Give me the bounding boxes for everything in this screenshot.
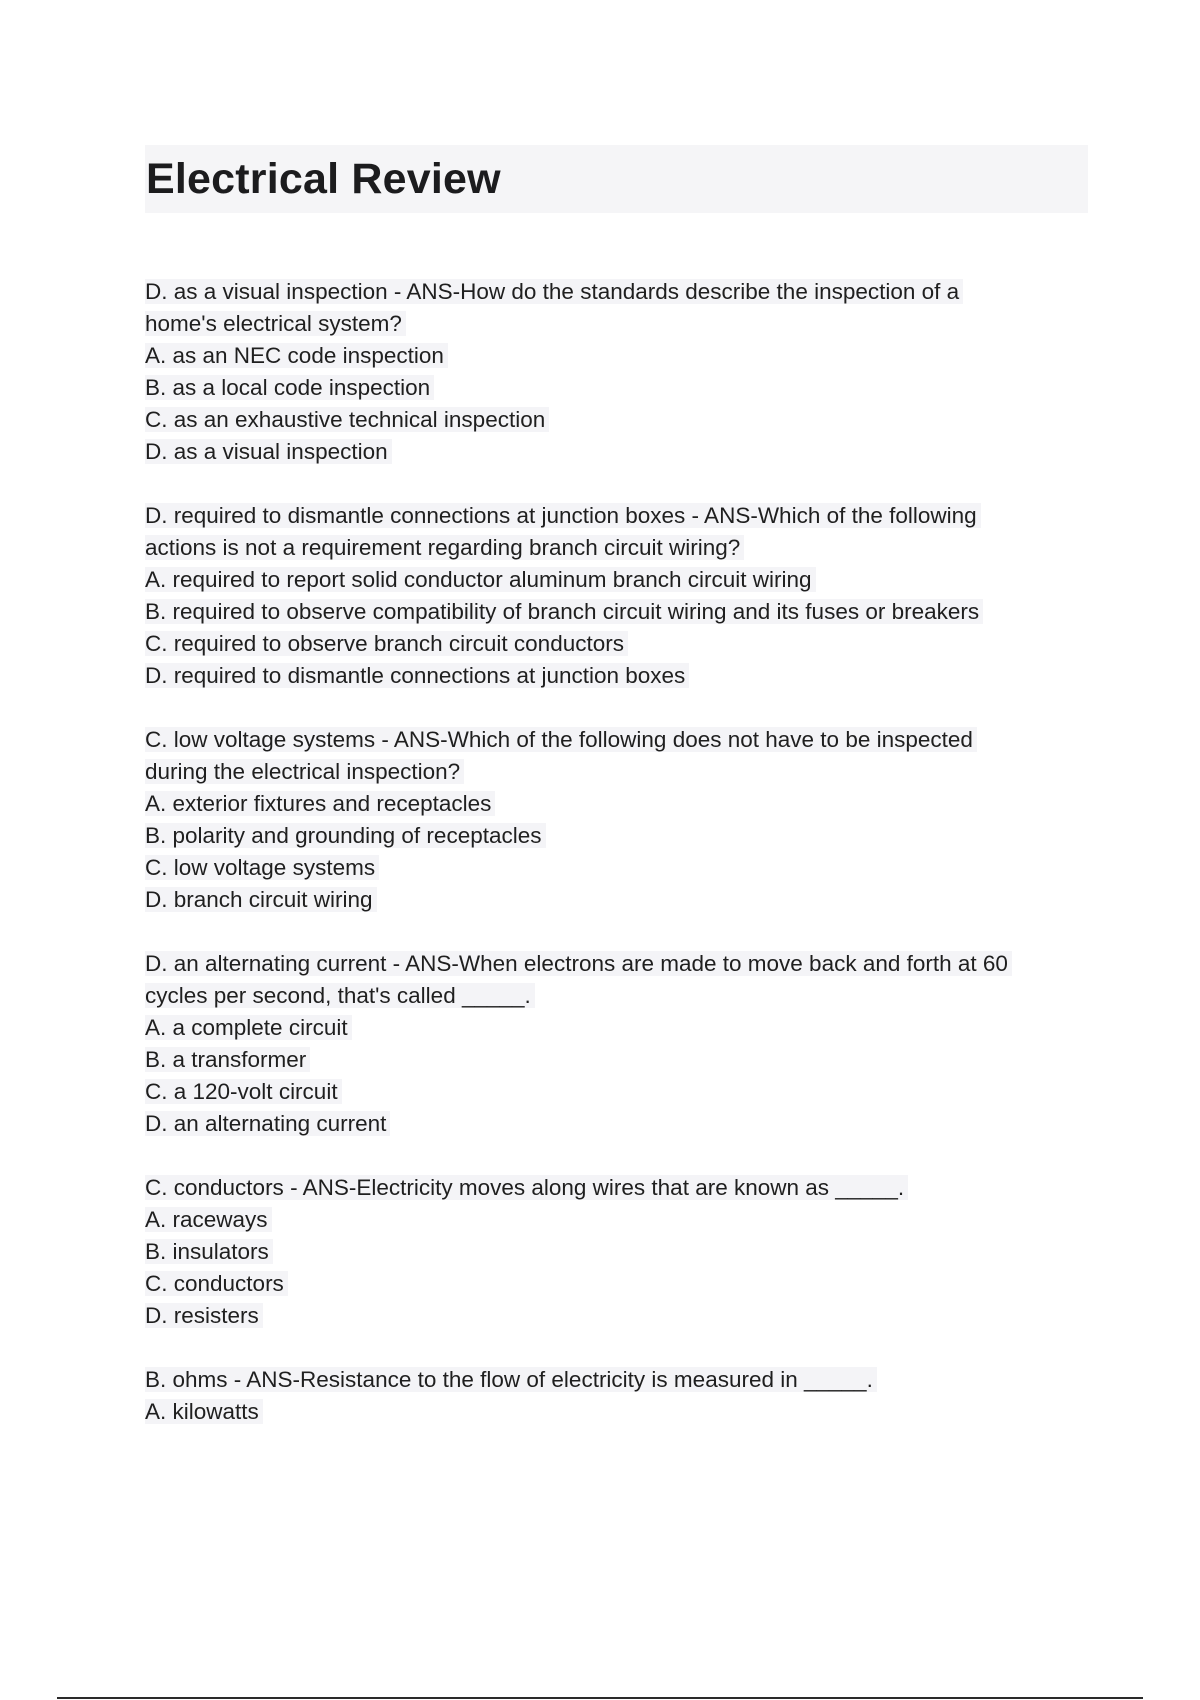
qa-line-text: D. as a visual inspection - ANS-How do the standards describe the inspection of a [145,279,963,304]
footer-divider [57,1697,1143,1699]
qa-text-line [145,404,1090,436]
qa-text-line [145,1012,1090,1044]
qa-line-text: C. required to observe branch circuit conductors [145,631,628,656]
qa-line-text: C. conductors [145,1271,288,1296]
qa-line-text: B. ohms - ANS-Resistance to the flow of electricity is measured in _____. [145,1367,877,1392]
qa-text-line [145,1300,1090,1332]
qa-answer-question-line [145,1364,1090,1396]
qa-text-line [145,820,1090,852]
qa-text-line [145,372,1090,404]
qa-line-text: D. resisters [145,1303,263,1328]
qa-text-line [145,1108,1090,1140]
qa-line-text: C. low voltage systems [145,855,379,880]
qa-text-line [145,1268,1090,1300]
qa-line-text: B. polarity and grounding of receptacles [145,823,546,848]
qa-answer-question-line [145,724,1090,756]
qa-text-line [145,980,1090,1012]
qa-line-text: B. a transformer [145,1047,310,1072]
qa-line-text: A. required to report solid conductor aluminum branch circuit wiring [145,567,816,592]
qa-line-text: C. conductors - ANS-Electricity moves along wires that are known as _____. [145,1175,908,1200]
qa-line-text: C. low voltage systems - ANS-Which of the following does not have to be inspected [145,727,977,752]
qa-text-line [145,660,1090,692]
qa-text-line [145,308,1090,340]
qa-line-text: C. as an exhaustive technical inspection [145,407,549,432]
qa-text-line [145,1396,1090,1428]
qa-line-text: D. as a visual inspection [145,439,392,464]
qa-line-text: actions is not a requirement regarding branch circuit wiring? [145,535,744,560]
qa-text-line [145,1076,1090,1108]
qa-text-line [145,340,1090,372]
qa-text-line [145,628,1090,660]
qa-line-text: B. required to observe compatibility of branch circuit wiring and its fuses or breakers [145,599,983,624]
qa-text-line [145,1204,1090,1236]
qa-line-text: A. raceways [145,1207,272,1232]
qa-line-text: A. kilowatts [145,1399,263,1424]
qa-text-line [145,1236,1090,1268]
qa-line-text: D. required to dismantle connections at junction boxes [145,663,689,688]
qa-block [145,500,1090,692]
qa-line-text: D. branch circuit wiring [145,887,377,912]
qa-answer-question-line [145,500,1090,532]
qa-text-line [145,532,1090,564]
qa-line-text: D. required to dismantle connections at junction boxes - ANS-Which of the following [145,503,981,528]
qa-text-line [145,756,1090,788]
qa-text-line [145,788,1090,820]
qa-block [145,276,1090,468]
qa-line-text: cycles per second, that's called _____. [145,983,535,1008]
qa-line-text: A. a complete circuit [145,1015,352,1040]
qa-content [145,276,1090,1460]
qa-block [145,724,1090,916]
qa-answer-question-line [145,276,1090,308]
qa-text-line [145,884,1090,916]
qa-answer-question-line [145,948,1090,980]
title-banner [145,145,1088,213]
qa-line-text: B. insulators [145,1239,273,1264]
qa-block [145,948,1090,1140]
qa-line-text: home's electrical system? [145,311,406,336]
qa-line-text: B. as a local code inspection [145,375,434,400]
qa-line-text: A. exterior fixtures and receptacles [145,791,495,816]
qa-text-line [145,436,1090,468]
qa-line-text: D. an alternating current [145,1111,390,1136]
qa-block [145,1364,1090,1428]
qa-line-text: C. a 120-volt circuit [145,1079,342,1104]
qa-text-line [145,1044,1090,1076]
qa-answer-question-line [145,1172,1090,1204]
qa-line-text: D. an alternating current - ANS-When electrons are made to move back and forth at 60 [145,951,1012,976]
page-title: Electrical Review [146,155,501,203]
qa-text-line [145,852,1090,884]
qa-text-line [145,564,1090,596]
qa-text-line [145,596,1090,628]
qa-line-text: A. as an NEC code inspection [145,343,448,368]
qa-line-text: during the electrical inspection? [145,759,464,784]
qa-block [145,1172,1090,1332]
